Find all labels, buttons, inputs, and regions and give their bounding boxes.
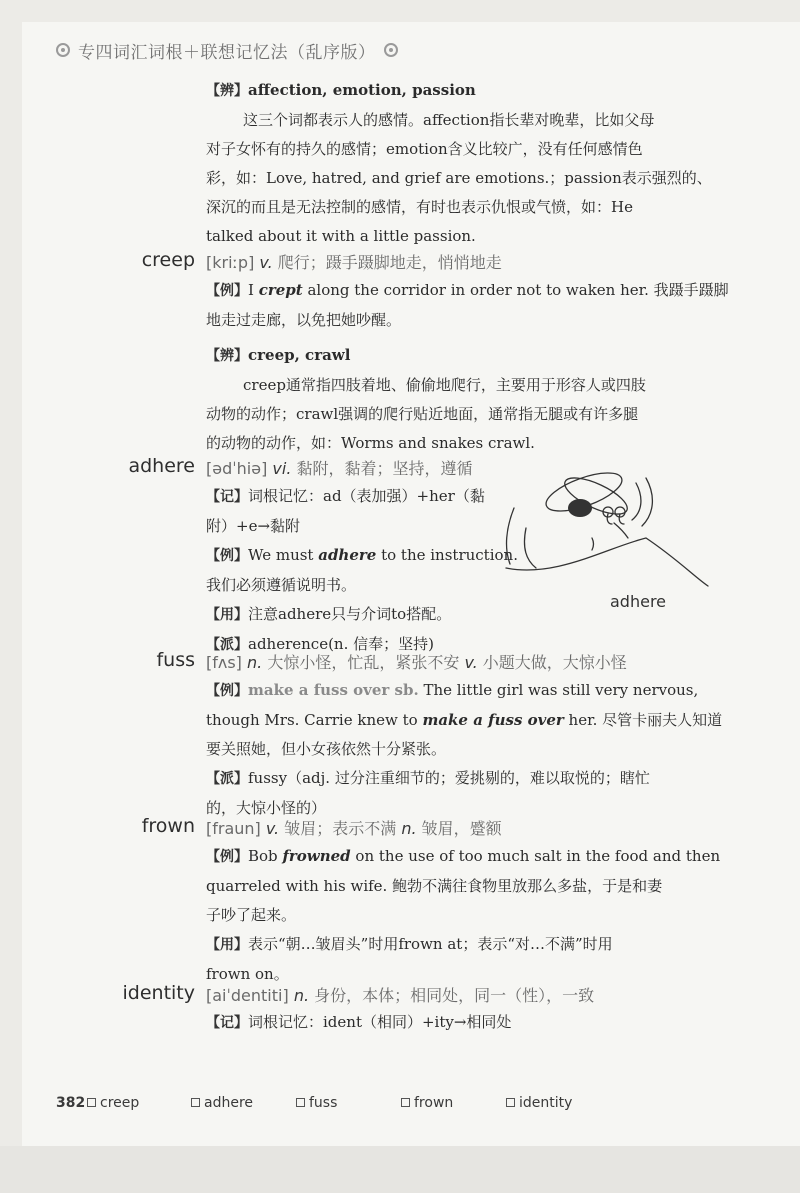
- creep-body: [206, 276, 729, 458]
- phonetic: [aiˈdentiti]: [206, 986, 289, 1005]
- footer-checklist-item: [296, 1095, 337, 1111]
- headword-frown: frown: [72, 815, 199, 837]
- note-line: 深沉的而且是无法控制的感情，有时也表示仇恨或气愤，如：He: [206, 198, 633, 216]
- meaning: 身份，本体；相同处，同一（性），一致: [314, 986, 595, 1005]
- footer-checklist-item: [506, 1095, 572, 1111]
- derivative-tag: 【派】: [206, 637, 248, 653]
- meaning: 爬行；蹑手蹑脚地走，悄悄地走: [277, 253, 502, 272]
- example-tag: 【例】: [206, 283, 248, 299]
- bian-line: creep通常指四肢着地、偷偷地爬行，主要用于形容人或四肢: [243, 376, 646, 394]
- example-text: quarreled with his wife. 鲍勃不满往食物里放那么多盐，于是和妻: [206, 877, 663, 895]
- phonetic: [fʌs]: [206, 653, 242, 672]
- meaning: 皱眉，蹙额: [421, 819, 502, 838]
- derivative-text: fussy（adj. 过分注重细节的；爱挑剔的，难以取悦的；瞎忙: [248, 769, 650, 787]
- part-of-speech: v.: [464, 653, 478, 672]
- header-ornament-icon: [384, 43, 398, 57]
- header-title: 专四词汇词根＋联想记忆法（乱序版）: [78, 42, 376, 63]
- definition-fuss: [206, 650, 627, 673]
- headword-fuss: fuss: [72, 649, 199, 671]
- example-text: her. 尽管卡丽夫人知道: [563, 711, 723, 729]
- definition-identity: [206, 983, 594, 1006]
- example-keyword: frowned: [282, 847, 351, 865]
- part-of-speech: n.: [293, 986, 310, 1005]
- page-edge: [0, 1146, 800, 1193]
- phonetic: [ədˈhiə]: [206, 459, 268, 478]
- example-text: along the corridor in order not to waken her. 我蹑手蹑脚: [302, 281, 729, 299]
- example-keyword: make a fuss over: [422, 711, 564, 729]
- example-text: I: [248, 281, 259, 299]
- memory-text: 词根记忆：ident（相同）+ity→相同处: [248, 1013, 512, 1031]
- frown-body: [206, 842, 721, 989]
- bian-line: 的动物的动作，如：Worms and snakes crawl.: [206, 434, 535, 452]
- example-tag: 【例】: [206, 849, 248, 865]
- meaning: 大惊小怪，忙乱，紧张不安: [267, 653, 460, 672]
- example-text: We must: [248, 546, 319, 564]
- footer-checklist-item: [87, 1095, 139, 1111]
- derivative-text: adherence(n. 信奉；坚持): [248, 635, 434, 653]
- memory-tag: 【记】: [206, 489, 248, 505]
- footer-checklist-item: [401, 1095, 453, 1111]
- example-text: 我们必须遵循说明书。: [206, 576, 357, 594]
- identity-body: [206, 1008, 711, 1038]
- note-tag: 【辨】: [206, 83, 248, 99]
- example-phrase: make a fuss over sb.: [248, 681, 419, 699]
- example-text: to the instruction.: [376, 546, 518, 564]
- headword-identity: identity: [72, 982, 199, 1004]
- checkbox-icon: [296, 1098, 305, 1107]
- adhere-body: [206, 482, 518, 660]
- derivative-tag: 【派】: [206, 771, 248, 787]
- footer-word: creep: [100, 1095, 140, 1111]
- meaning: 皱眉；表示不满: [284, 819, 397, 838]
- note-line: 这三个词都表示人的感情。affection指长辈对晚辈，比如父母: [243, 111, 655, 129]
- bian-line: 动物的动作；crawl强调的爬行贴近地面，通常指无腿或有许多腿: [206, 405, 639, 423]
- passion-note: [206, 76, 711, 251]
- footer-checklist-item: [191, 1095, 253, 1111]
- usage-tag: 【用】: [206, 607, 248, 623]
- example-text: on the use of too much salt in the food and then: [350, 847, 721, 865]
- footer-word: fuss: [309, 1095, 338, 1111]
- usage-text: frown on。: [206, 965, 289, 983]
- note-head: affection, emotion, passion: [248, 81, 476, 99]
- part-of-speech: v.: [265, 819, 280, 838]
- example-text: 要关照她，但小女孩依然十分紧张。: [206, 740, 447, 758]
- example-text: Bob: [248, 847, 283, 865]
- checkbox-icon: [87, 1098, 96, 1107]
- fuss-body: [206, 676, 723, 823]
- footer-word: identity: [519, 1095, 573, 1111]
- derivative-text: 的，大惊小怪的）: [206, 799, 327, 817]
- page-footer: [56, 1095, 696, 1115]
- adhere-illustration: [496, 468, 714, 618]
- usage-text: 表示“朝…皱眉头”时用frown at；表示“对…不满”时用: [248, 935, 613, 953]
- usage-tag: 【用】: [206, 937, 248, 953]
- example-keyword: adhere: [318, 546, 377, 564]
- bian-head: creep, crawl: [248, 346, 351, 364]
- checkbox-icon: [401, 1098, 410, 1107]
- checkbox-icon: [191, 1098, 200, 1107]
- definition-adhere: [206, 456, 473, 479]
- example-text: though Mrs. Carrie knew to: [206, 711, 423, 729]
- memory-tag: 【记】: [206, 1015, 248, 1031]
- example-text: The little girl was still very nervous,: [418, 681, 699, 699]
- definition-creep: [206, 250, 502, 273]
- bian-tag: 【辨】: [206, 348, 248, 364]
- illustration-label: adhere: [610, 592, 667, 611]
- memory-text: 词根记忆：ad（表加强）+her（黏: [248, 487, 485, 505]
- part-of-speech: n.: [247, 653, 263, 672]
- usage-text: 注意adhere只与介词to搭配。: [248, 605, 452, 623]
- note-line: 彩，如：Love, hatred, and grief are emotions.；passion表示强烈的、: [206, 169, 712, 187]
- note-line: talked about it with a little passion.: [206, 227, 476, 245]
- example-text: 地走过走廊，以免把她吵醒。: [206, 311, 402, 329]
- example-keyword: crept: [258, 281, 303, 299]
- memory-text: 附）+e→黏附: [206, 517, 301, 535]
- headword-adhere: adhere: [72, 455, 199, 477]
- part-of-speech: n.: [401, 819, 417, 838]
- part-of-speech: v.: [259, 253, 273, 272]
- meaning: 黏附，黏着；坚持，遵循: [296, 459, 473, 478]
- example-tag: 【例】: [206, 683, 248, 699]
- page-number: 382: [56, 1095, 86, 1111]
- header-ornament-icon: [56, 43, 70, 57]
- example-text: 子吵了起来。: [206, 906, 297, 924]
- phonetic: [kriːp]: [206, 253, 255, 272]
- phonetic: [fraun]: [206, 819, 261, 838]
- checkbox-icon: [506, 1098, 515, 1107]
- part-of-speech: vi.: [272, 459, 292, 478]
- note-line: 对子女怀有的持久的感情；emotion含义比较广，没有任何感情色: [206, 140, 643, 158]
- headword-creep: creep: [72, 249, 199, 271]
- running-header: [56, 36, 398, 64]
- footer-word: adhere: [204, 1095, 254, 1111]
- example-tag: 【例】: [206, 548, 248, 564]
- meaning: 小题大做，大惊小怪: [482, 653, 627, 672]
- footer-word: frown: [414, 1095, 454, 1111]
- definition-frown: [206, 816, 502, 839]
